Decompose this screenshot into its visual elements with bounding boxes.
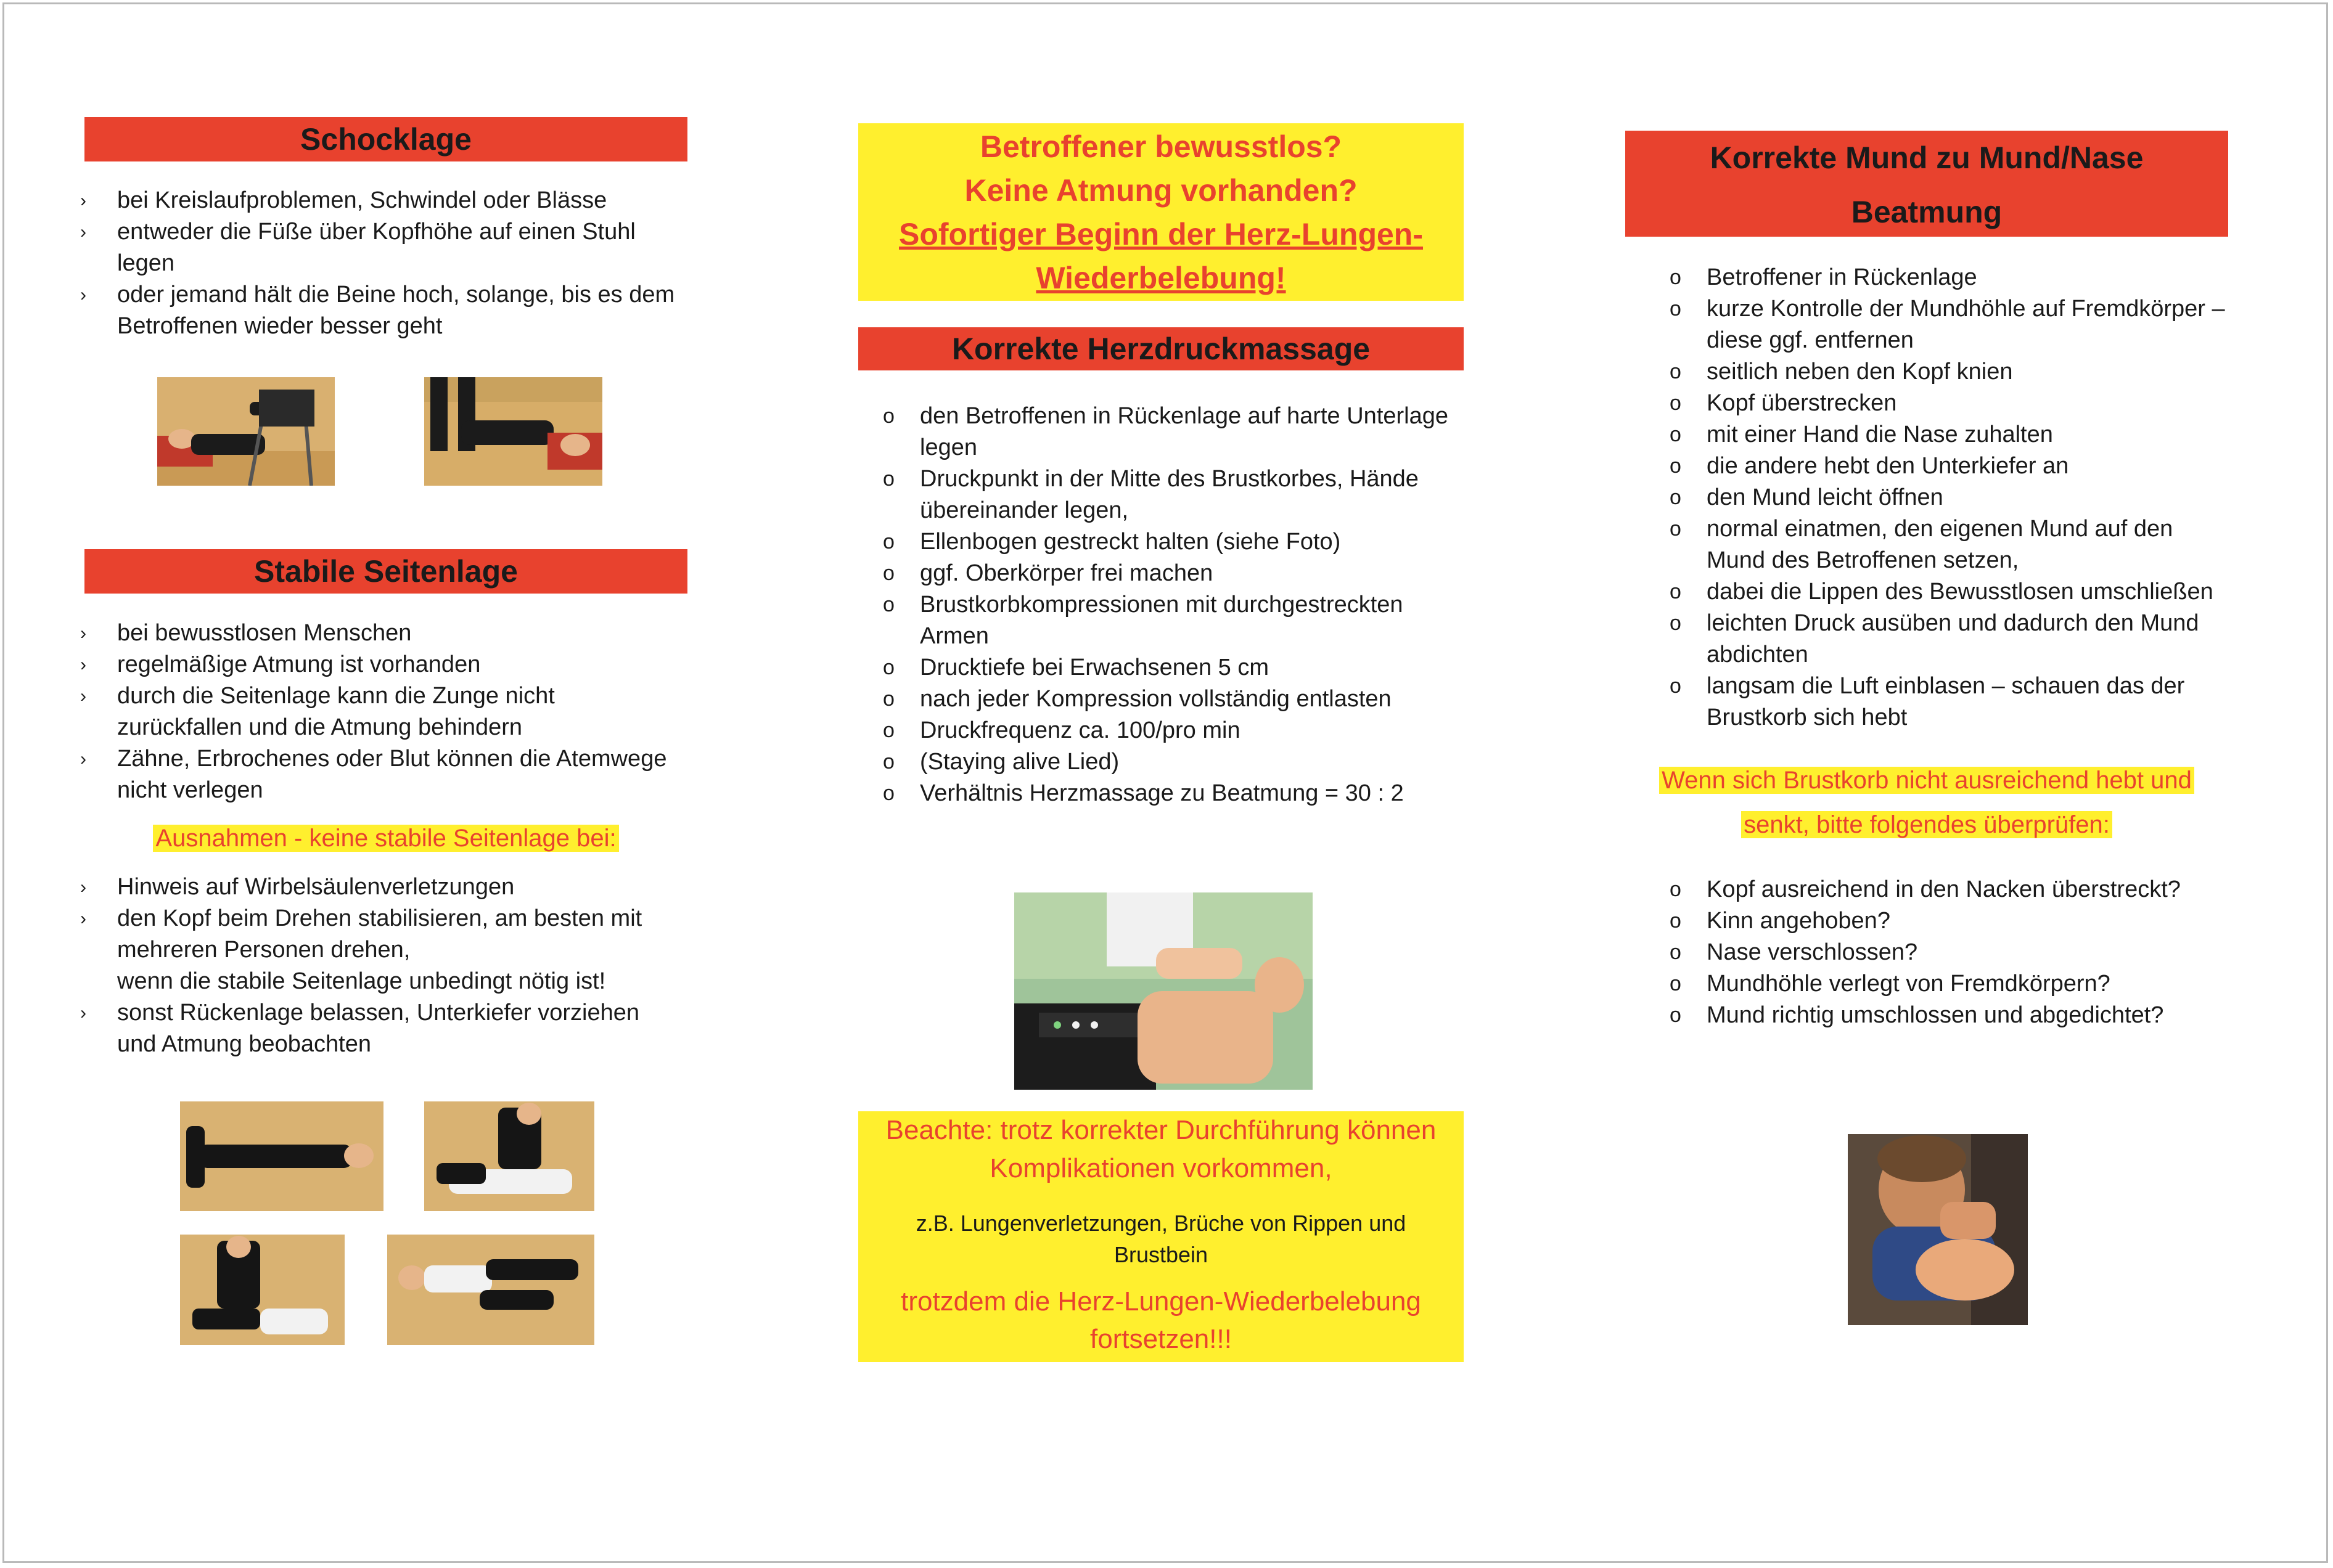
list-item: o die andere hebt den Unterkiefer an	[1670, 451, 2237, 482]
list-item: › Zähne, Erbrochenes oder Blut können die Atemwege nicht verlegen	[80, 743, 684, 806]
bullet-circle-icon: o	[1670, 909, 1681, 933]
list-item: o kurze Kontrolle der Mundhöhle auf Fremdkörper – diese ggf. entfernen	[1670, 293, 2237, 356]
list-item: o langsam die Luft einblasen – schauen das der Brustkorb sich hebt	[1670, 671, 2237, 733]
bullet-circle-icon: o	[883, 656, 895, 679]
bullet-arrow-icon: ›	[80, 285, 86, 305]
list-item: o nach jeder Kompression vollständig entlasten	[883, 684, 1462, 715]
shock-list	[80, 185, 684, 342]
stable-title-bar	[84, 549, 687, 594]
list-item: › Hinweis auf Wirbelsäulenverletzungen	[80, 872, 684, 903]
list-item: › bei Kreislaufproblemen, Schwindel oder Blässe	[80, 185, 684, 216]
list-item: o ggf. Oberkörper frei machen	[883, 558, 1462, 589]
list-item: wenn die stabile Seitenlage unbedingt nötig ist!	[117, 968, 606, 994]
bullet-arrow-icon: ›	[80, 623, 86, 643]
bullet-arrow-icon: ›	[80, 222, 86, 242]
check-heading-wrap	[1625, 758, 2228, 847]
list-item: › oder jemand hält die Beine hoch, solange, bis es dem Betroffenen wieder besser geht	[80, 279, 684, 342]
list-item: o dabei die Lippen des Bewusstlosen umschließen	[1670, 576, 2237, 608]
recovery-photo-3	[180, 1235, 345, 1345]
note-continue: trotzdem die Herz-Lungen-Wiederbelebung fortsetzen!!!	[901, 1286, 1421, 1354]
shock-position-photo-chair	[157, 377, 335, 486]
bullet-circle-icon: o	[1670, 360, 1681, 383]
list-item: › den Kopf beim Drehen stabilisieren, am besten mit mehreren Personen drehen,	[80, 903, 684, 966]
ventilation-list	[1670, 262, 2237, 733]
list-item: › durch die Seitenlage kann die Zunge nicht zurückfallen und die Atmung behindern	[80, 680, 684, 743]
list-item: o normal einatmen, den eigenen Mund auf den Mund des Betroffenen setzen,	[1670, 513, 2237, 576]
exceptions-list	[80, 872, 684, 1060]
ventilation-title-bar	[1625, 131, 2228, 237]
recovery-photo-4	[387, 1235, 594, 1345]
list-item: o (Staying alive Lied)	[883, 746, 1462, 778]
list-item: o Mundhöhle verlegt von Fremdkörpern?	[1670, 968, 2237, 1000]
bullet-arrow-icon: ›	[80, 686, 86, 706]
massage-title-bar	[858, 327, 1464, 370]
ventilation-title-line: Korrekte Mund zu Mund/Nase	[1710, 141, 2144, 175]
list-item: › bei bewusstlosen Menschen	[80, 618, 684, 649]
list-item: o den Betroffenen in Rückenlage auf harte Unterlage legen	[883, 401, 1462, 463]
shock-position-photo-legs-held	[424, 377, 602, 486]
bullet-circle-icon: o	[1670, 454, 1681, 478]
list-item: o Drucktiefe bei Erwachsenen 5 cm	[883, 652, 1462, 684]
stable-list	[80, 618, 684, 806]
list-item: o Nase verschlossen?	[1670, 937, 2237, 968]
alert-line: Sofortiger Beginn der Herz-Lungen-	[899, 217, 1423, 251]
bullet-circle-icon: o	[883, 467, 895, 491]
bullet-circle-icon: o	[883, 719, 895, 742]
bullet-circle-icon: o	[1670, 878, 1681, 901]
list-item: o Kopf überstrecken	[1670, 388, 2237, 419]
list-item: o seitlich neben den Kopf knien	[1670, 356, 2237, 388]
ventilation-title-line: Beatmung	[1851, 195, 2003, 229]
list-item: o den Mund leicht öffnen	[1670, 482, 2237, 513]
recovery-photo-1	[180, 1101, 383, 1211]
shock-title-bar	[84, 117, 687, 161]
bullet-circle-icon: o	[1670, 611, 1681, 635]
stable-title: Stabile Seitenlage	[254, 554, 518, 589]
note-examples: z.B. Lungenverletzungen, Brüche von Rippen und Brustbein	[916, 1211, 1406, 1267]
bullet-circle-icon: o	[1670, 297, 1681, 321]
bullet-circle-icon: o	[1670, 1003, 1681, 1027]
alert-line: Keine Atmung vorhanden?	[964, 173, 1358, 208]
list-item: o Druckpunkt in der Mitte des Brustkorbes, Hände übereinander legen,	[883, 463, 1462, 526]
list-item: o mit einer Hand die Nase zuhalten	[1670, 419, 2237, 451]
list-item: o leichten Druck ausüben und dadurch den Mund abdichten	[1670, 608, 2237, 671]
mouth-to-mouth-photo	[1848, 1134, 2028, 1325]
bullet-circle-icon: o	[1670, 486, 1681, 509]
bullet-circle-icon: o	[883, 687, 895, 711]
bullet-circle-icon: o	[1670, 941, 1681, 964]
massage-list	[883, 401, 1462, 809]
bullet-arrow-icon: ›	[80, 190, 86, 211]
bullet-arrow-icon: ›	[80, 749, 86, 769]
alert-line: Wiederbelebung!	[1036, 261, 1286, 295]
list-item: o Kinn angehoben?	[1670, 905, 2237, 937]
bullet-circle-icon: o	[1670, 423, 1681, 446]
list-item: › regelmäßige Atmung ist vorhanden	[80, 649, 684, 680]
alert-line: Betroffener bewusstlos?	[980, 129, 1342, 164]
exceptions-heading-wrap	[84, 821, 687, 855]
bullet-circle-icon: o	[883, 593, 895, 616]
complications-note-box	[858, 1111, 1464, 1362]
bullet-arrow-icon: ›	[80, 655, 86, 675]
list-item: o Ellenbogen gestreckt halten (siehe Foto)	[883, 526, 1462, 558]
list-item: o Mund richtig umschlossen und abgedichtet?	[1670, 1000, 2237, 1031]
bullet-circle-icon: o	[1670, 972, 1681, 995]
bullet-circle-icon: o	[1670, 391, 1681, 415]
shock-title: Schocklage	[300, 122, 472, 157]
recovery-photo-2	[424, 1101, 594, 1211]
bullet-circle-icon: o	[883, 404, 895, 428]
list-item: o Betroffener in Rückenlage	[1670, 262, 2237, 293]
list-item: › sonst Rückenlage belassen, Unterkiefer vorziehen und Atmung beobachten	[80, 997, 684, 1060]
list-item: o Verhältnis Herzmassage zu Beatmung = 30 : 2	[883, 778, 1462, 809]
list-item: o Brustkorbkompressionen mit durchgestreckten Armen	[883, 589, 1462, 652]
bullet-circle-icon: o	[1670, 580, 1681, 603]
bullet-arrow-icon: ›	[80, 1003, 86, 1023]
list-item: o Kopf ausreichend in den Nacken überstreckt?	[1670, 874, 2237, 905]
bullet-circle-icon: o	[883, 750, 895, 774]
bullet-circle-icon: o	[883, 782, 895, 805]
list-item: › entweder die Füße über Kopfhöhe auf einen Stuhl legen	[80, 216, 684, 279]
massage-title: Korrekte Herzdruckmassage	[951, 332, 1371, 366]
note-warning: Beachte: trotz korrekter Durchführung können Komplikationen vorkommen,	[885, 1115, 1437, 1183]
list-item: o Druckfrequenz ca. 100/pro min	[883, 715, 1462, 746]
exceptions-heading: Ausnahmen - keine stabile Seitenlage bei:	[153, 825, 618, 852]
bullet-circle-icon: o	[883, 561, 895, 585]
bullet-circle-icon: o	[883, 530, 895, 553]
check-list	[1670, 874, 2237, 1031]
check-heading-line: Wenn sich Brustkorb nicht ausreichend hebt und	[1659, 767, 2194, 794]
check-heading-line: senkt, bitte folgendes überprüfen:	[1741, 811, 2112, 838]
cpr-manikin-photo	[1014, 892, 1313, 1090]
bullet-arrow-icon: ›	[80, 877, 86, 897]
bullet-circle-icon: o	[1670, 674, 1681, 698]
bullet-circle-icon: o	[1670, 517, 1681, 541]
bullet-arrow-icon: ›	[80, 909, 86, 929]
bullet-circle-icon: o	[1670, 266, 1681, 289]
alert-box	[858, 123, 1464, 301]
